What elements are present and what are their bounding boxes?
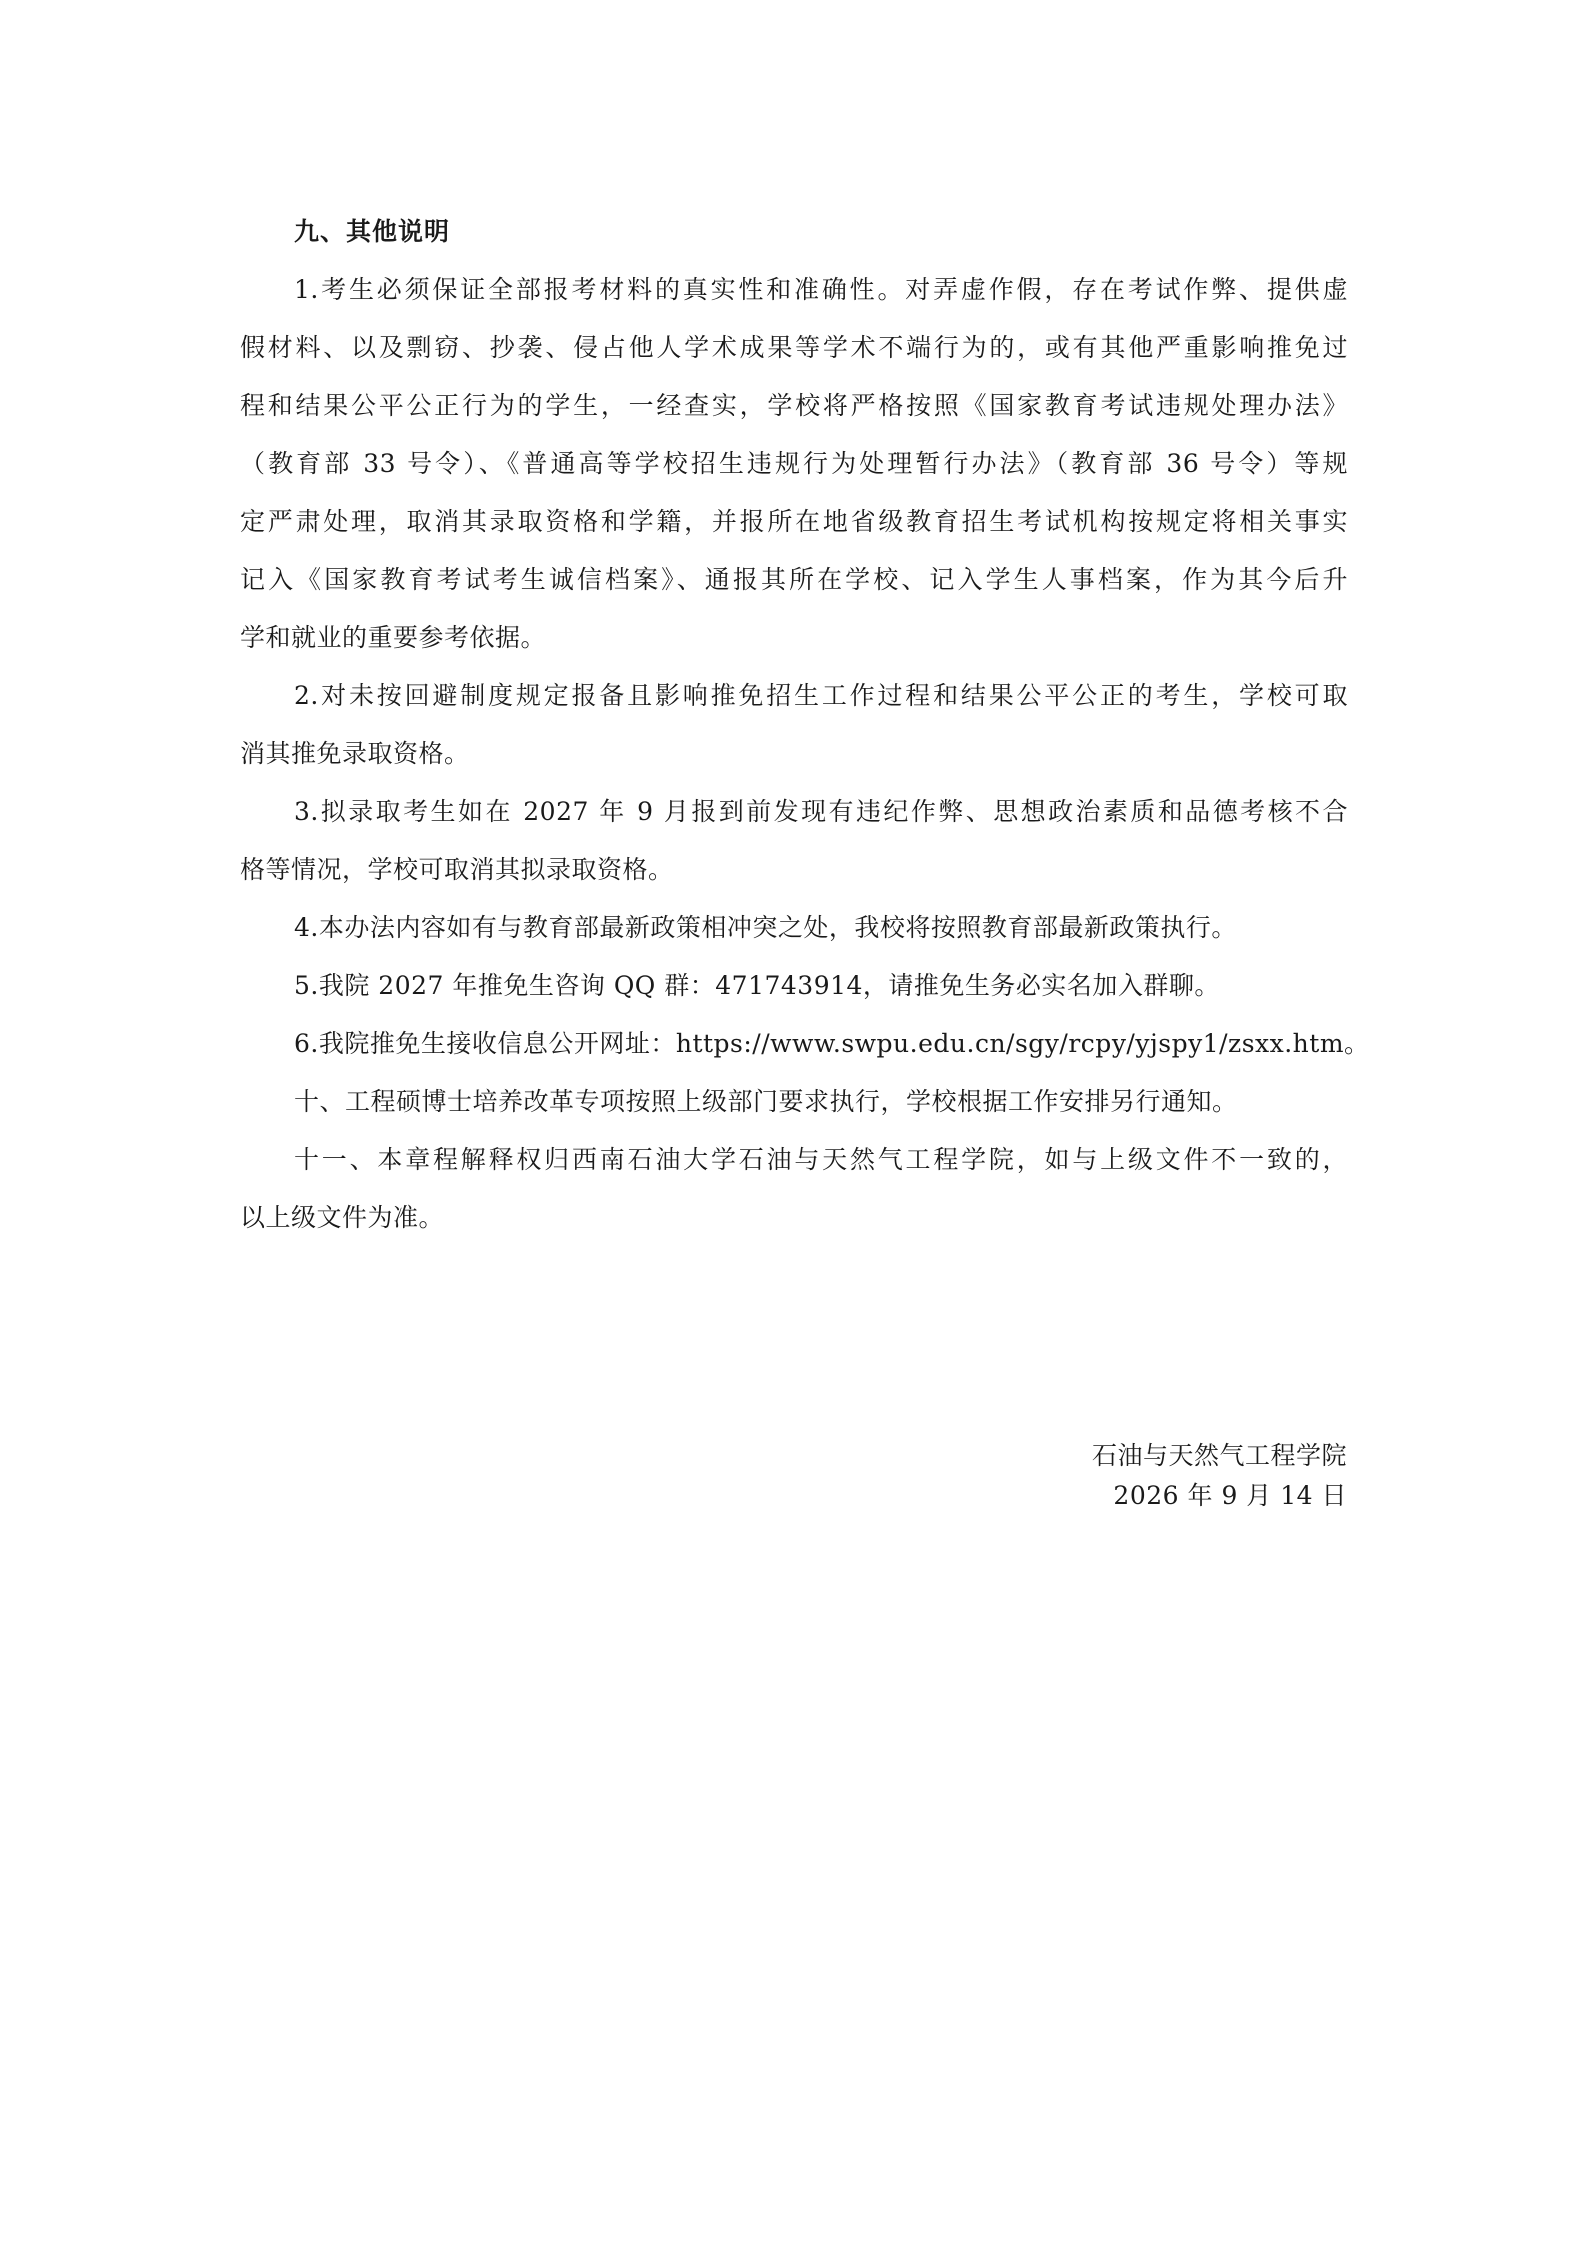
paragraph-item-6 — [240, 1024, 1370, 1064]
paragraph-line: 格等情况，学校可取消其拟录取资格。 — [240, 855, 674, 884]
paragraph-line: （教育部 33 号令）、《普通高等学校招生违规行为处理暂行办法》（教育部 36 号令）等规 — [240, 449, 1348, 478]
paragraph-line: 5.我院 2027 年推免生咨询 QQ 群：471743914，请推免生务必实名加入群聊。 — [294, 971, 1220, 1000]
paragraph-line: 十一、本章程解释权归西南石油大学石油与天然气工程学院，如与上级文件不一致的， — [294, 1145, 1348, 1174]
signature-block — [1092, 1436, 1347, 1516]
paragraph-section-ten — [240, 1082, 1348, 1122]
paragraph-line: 记入《国家教育考试考生诚信档案》、通报其所在学校、记入学生人事档案，作为其今后升 — [240, 565, 1348, 594]
paragraph-item-4 — [240, 908, 1348, 948]
paragraph-line: 程和结果公平公正行为的学生，一经查实，学校将严格按照《国家教育考试违规处理办法》 — [240, 391, 1348, 420]
paragraph-line: 1.考生必须保证全部报考材料的真实性和准确性。对弄虚作假，存在考试作弊、提供虚 — [294, 275, 1348, 304]
paragraph-line: 以上级文件为准。 — [240, 1203, 445, 1232]
paragraph-item-3 — [240, 792, 1348, 890]
paragraph-item-5 — [240, 966, 1348, 1006]
paragraph-item-1 — [240, 270, 1348, 658]
paragraph-line: 消其推免录取资格。 — [240, 739, 470, 768]
paragraph-line: 定严肃处理，取消其录取资格和学籍，并报所在地省级教育招生考试机构按规定将相关事实 — [240, 507, 1348, 536]
paragraph-line: 2.对未按回避制度规定报备且影响推免招生工作过程和结果公平公正的考生，学校可取 — [294, 681, 1348, 710]
paragraph-item-2 — [240, 676, 1348, 774]
paragraph-section-eleven — [240, 1140, 1348, 1238]
paragraph-line: 学和就业的重要参考依据。 — [240, 623, 547, 652]
document-body — [240, 212, 1370, 1256]
paragraph-line: 4.本办法内容如有与教育部最新政策相冲突之处，我校将按照教育部最新政策执行。 — [294, 913, 1237, 942]
section-heading-nine: 九、其他说明 — [294, 217, 451, 246]
signature-organization: 石油与天然气工程学院 — [1091, 1441, 1347, 1470]
paragraph-line: 十、工程硕博士培养改革专项按照上级部门要求执行，学校根据工作安排另行通知。 — [294, 1087, 1238, 1116]
paragraph-line: 6.我院推免生接收信息公开网址：https://www.swpu.edu.cn/sgy/rcpy/yjspy1/zsxx.htm。 — [294, 1029, 1370, 1058]
signature-date: 2026 年 9 月 14 日 — [1113, 1481, 1347, 1510]
paragraph-line: 假材料、以及剽窃、抄袭、侵占他人学术成果等学术不端行为的，或有其他严重影响推免过 — [240, 333, 1348, 362]
paragraph-line: 3.拟录取考生如在 2027 年 9 月报到前发现有违纪作弊、思想政治素质和品德考核不合 — [294, 797, 1348, 826]
